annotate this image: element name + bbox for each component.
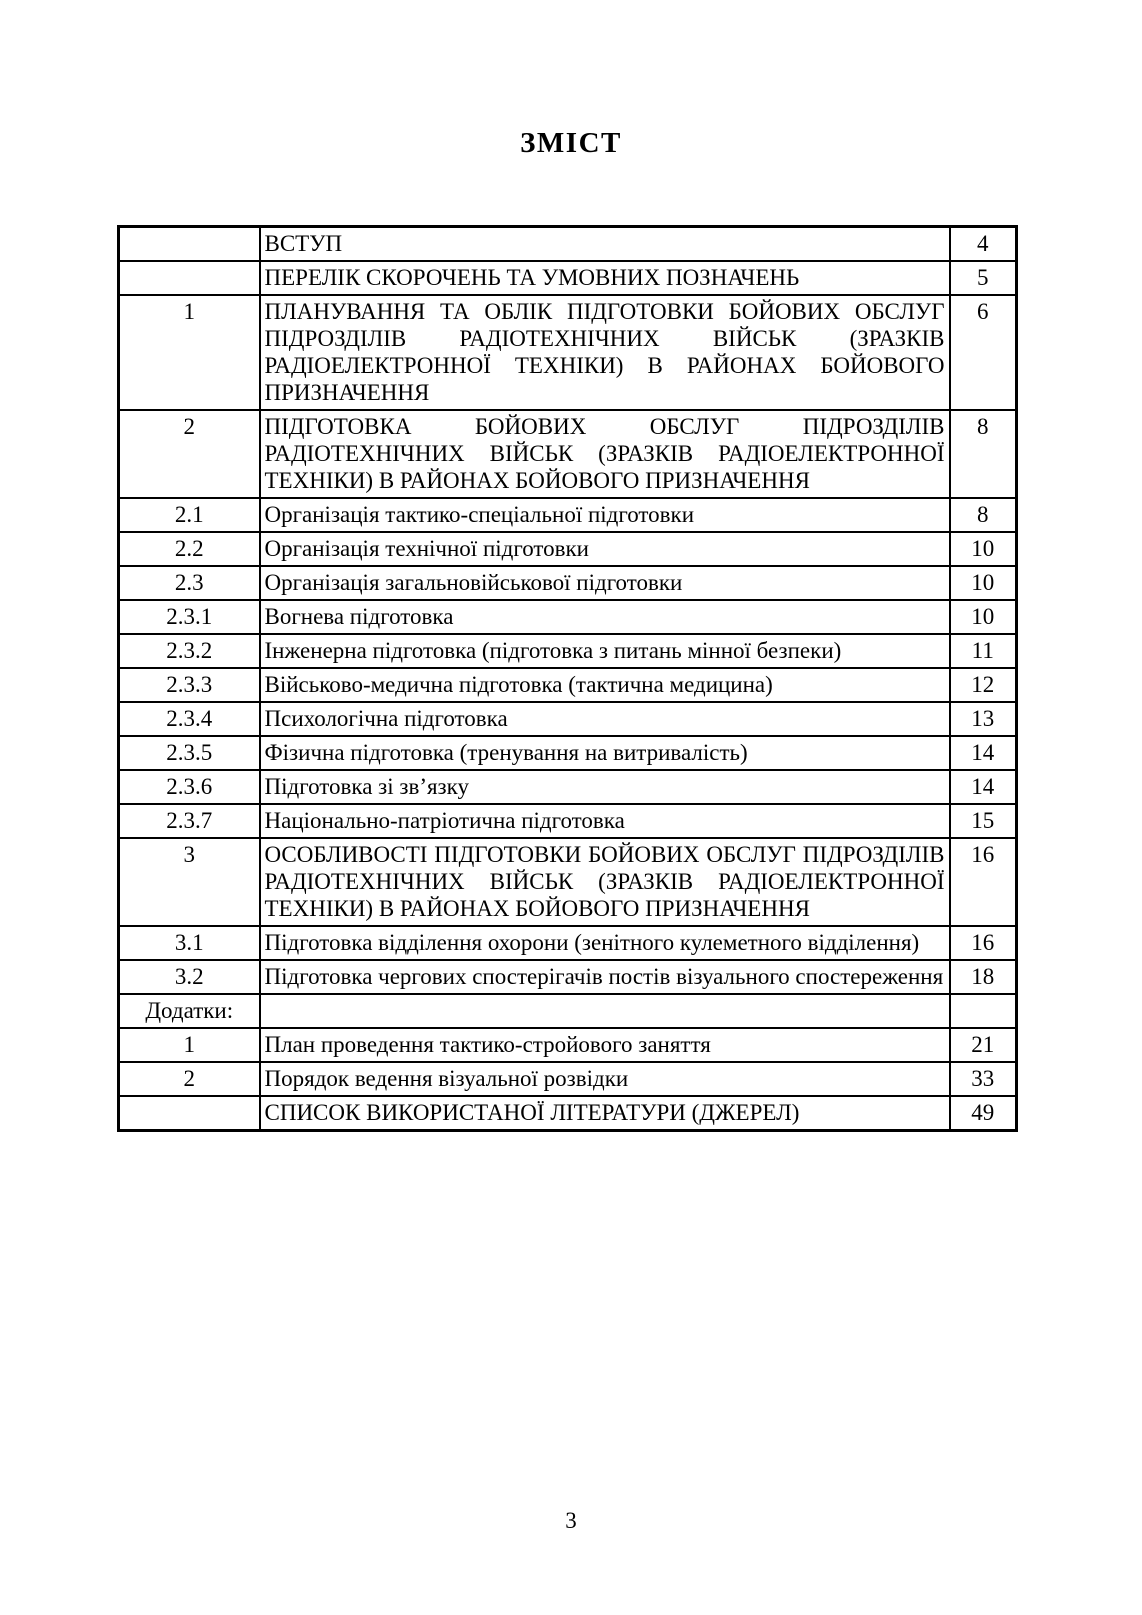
toc-row-section-title: СПИСОК ВИКОРИСТАНОЇ ЛІТЕРАТУРИ (ДЖЕРЕЛ) <box>260 1096 950 1131</box>
toc-row-page: 4 <box>950 227 1017 262</box>
toc-row-section-title: Підготовка відділення охорони (зенітного кулеметного відділення) <box>260 926 950 960</box>
toc-row <box>119 410 1017 498</box>
toc-row <box>119 227 1017 262</box>
toc-row-page: 33 <box>950 1062 1017 1096</box>
toc-row-section-title: ОСОБЛИВОСТІ ПІДГОТОВКИ БОЙОВИХ ОБСЛУГ ПІДРОЗДІЛІВ РАДІОТЕХНІЧНИХ ВІЙСЬК (ЗРАЗКІВ РАДІОЕЛЕКТРОННОЇ ТЕХНІКИ) В РАЙОНАХ БОЙОВОГО ПРИЗНАЧЕННЯ <box>260 838 950 926</box>
toc-row-section-title: Підготовка зі зв’язку <box>260 770 950 804</box>
toc-row-section-title: Організація загальновійськової підготовки <box>260 566 950 600</box>
toc-row <box>119 532 1017 566</box>
toc-row <box>119 1028 1017 1062</box>
toc-row-section-number: 3.1 <box>119 926 260 960</box>
toc-row-section-number <box>119 1096 260 1131</box>
toc-row-page: 10 <box>950 566 1017 600</box>
toc-row-section-number: 2.3.1 <box>119 600 260 634</box>
toc-row-page: 13 <box>950 702 1017 736</box>
toc-row-section-number: 2.3.6 <box>119 770 260 804</box>
toc-row-section-title: Військово-медична підготовка (тактична медицина) <box>260 668 950 702</box>
toc-row-page: 10 <box>950 600 1017 634</box>
toc-row <box>119 838 1017 926</box>
page-title: ЗМІСТ <box>520 127 622 159</box>
toc-row <box>119 668 1017 702</box>
toc-row-section-title: План проведення тактико-стройового заняття <box>260 1028 950 1062</box>
toc-row-section-title: ПІДГОТОВКА БОЙОВИХ ОБСЛУГ ПІДРОЗДІЛІВ РАДІОТЕХНІЧНИХ ВІЙСЬК (ЗРАЗКІВ РАДІОЕЛЕКТРОННОЇ ТЕХНІКИ) В РАЙОНАХ БОЙОВОГО ПРИЗНАЧЕННЯ <box>260 410 950 498</box>
toc-row-section-number <box>119 227 260 262</box>
toc-row-page: 16 <box>950 926 1017 960</box>
toc-row-section-title: Організація тактико-спеціальної підготовки <box>260 498 950 532</box>
toc-row-section-title: Підготовка чергових спостерігачів постів візуального спостереження <box>260 960 950 994</box>
toc-row <box>119 702 1017 736</box>
toc-row-page: 49 <box>950 1096 1017 1131</box>
toc-row <box>119 926 1017 960</box>
toc-row-section-number: 2.3.2 <box>119 634 260 668</box>
toc-row-section-title: ПЛАНУВАННЯ ТА ОБЛІК ПІДГОТОВКИ БОЙОВИХ ОБСЛУГ ПІДРОЗДІЛІВ РАДІОТЕХНІЧНИХ ВІЙСЬК (ЗРАЗКІВ РАДІОЕЛЕКТРОННОЇ ТЕХНІКИ) В РАЙОНАХ БОЙОВОГО ПРИЗНАЧЕННЯ <box>260 295 950 410</box>
toc-row <box>119 1096 1017 1131</box>
toc-row-section-number: 2.2 <box>119 532 260 566</box>
toc-row-section-number: 2.3.4 <box>119 702 260 736</box>
toc-row-section-number: 1 <box>119 1028 260 1062</box>
toc-row-section-number <box>119 261 260 295</box>
toc-row-section-title: ПЕРЕЛІК СКОРОЧЕНЬ ТА УМОВНИХ ПОЗНАЧЕНЬ <box>260 261 950 295</box>
toc-row <box>119 1062 1017 1096</box>
toc-row <box>119 600 1017 634</box>
toc-row-page: 16 <box>950 838 1017 926</box>
toc-row <box>119 960 1017 994</box>
toc-row <box>119 994 1017 1028</box>
toc-row-section-number: 3.2 <box>119 960 260 994</box>
toc-row <box>119 261 1017 295</box>
toc-row-section-title: ВСТУП <box>260 227 950 262</box>
toc-row-section-number: 2.3.5 <box>119 736 260 770</box>
toc-row-page: 10 <box>950 532 1017 566</box>
toc-row-page: 8 <box>950 498 1017 532</box>
toc-row-section-number: 1 <box>119 295 260 410</box>
toc-row-section-title <box>260 994 950 1028</box>
toc-row-page: 15 <box>950 804 1017 838</box>
toc-row-page: 5 <box>950 261 1017 295</box>
toc-row-section-number: 2 <box>119 1062 260 1096</box>
toc-row-section-title: Психологічна підготовка <box>260 702 950 736</box>
toc-row-section-number: 2 <box>119 410 260 498</box>
toc-row-section-number: 2.1 <box>119 498 260 532</box>
toc-row-page: 8 <box>950 410 1017 498</box>
toc-row-page <box>950 994 1017 1028</box>
toc-row-section-number: Додатки: <box>119 994 260 1028</box>
toc-row-section-title: Інженерна підготовка (підготовка з питань мінної безпеки) <box>260 634 950 668</box>
toc-row-section-number: 2.3 <box>119 566 260 600</box>
page-number: 3 <box>565 1508 577 1533</box>
toc-table <box>117 225 1018 1132</box>
toc-row-section-title: Вогнева підготовка <box>260 600 950 634</box>
toc-row-section-number: 2.3.3 <box>119 668 260 702</box>
toc-row <box>119 566 1017 600</box>
toc-row-section-number: 2.3.7 <box>119 804 260 838</box>
toc-row-page: 18 <box>950 960 1017 994</box>
toc-row-page: 11 <box>950 634 1017 668</box>
toc-row-page: 6 <box>950 295 1017 410</box>
toc-row <box>119 736 1017 770</box>
toc-row-section-number: 3 <box>119 838 260 926</box>
toc-row-page: 12 <box>950 668 1017 702</box>
toc-row-section-title: Організація технічної підготовки <box>260 532 950 566</box>
toc-row-page: 21 <box>950 1028 1017 1062</box>
toc-row-section-title: Національно-патріотична підготовка <box>260 804 950 838</box>
toc-row-page: 14 <box>950 736 1017 770</box>
toc-row <box>119 634 1017 668</box>
toc-row-page: 14 <box>950 770 1017 804</box>
toc-row <box>119 498 1017 532</box>
toc-row-section-title: Фізична підготовка (тренування на витривалість) <box>260 736 950 770</box>
toc-row <box>119 295 1017 410</box>
toc-row <box>119 804 1017 838</box>
toc-row-section-title: Порядок ведення візуальної розвідки <box>260 1062 950 1096</box>
toc-row <box>119 770 1017 804</box>
